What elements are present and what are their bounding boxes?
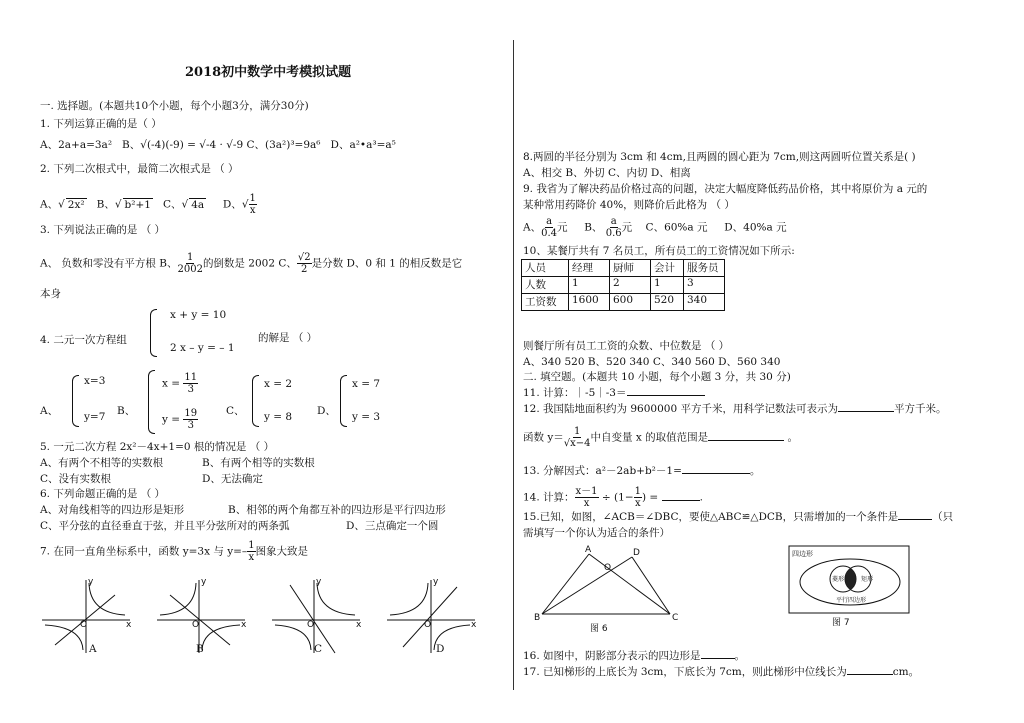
svg-text:x: x [241,620,247,630]
table-cell: 服务员 [684,260,725,277]
table-cell: 3 [684,277,725,294]
q10-options: A、340 520 B、520 340 C、340 560 D、560 340 [523,356,781,368]
table-cell: 会计 [651,260,684,277]
svg-text:y: y [201,577,207,587]
svg-text:D: D [633,548,640,558]
table-cell: 1600 [569,294,610,311]
q10-after: 则餐厅所有员工工资的众数、中位数是 （ ） [523,340,730,352]
q4-option-a-y: y=7 [84,411,106,423]
table-cell: 经理 [569,260,610,277]
question-4-stem: 4. 二元一次方程组 [40,334,127,346]
q4-option-b-y: y = $\frac{19}{3}$ [162,408,198,431]
svg-text:图 7: 图 7 [832,618,850,628]
question-11: 11. 计算：｜-5｜-3＝ [523,387,705,399]
question-9-line-1: 9. 我省为了解决药品价格过高的问题，决定大幅度降低药品价格，其中将原价为 a 元的 [523,183,928,195]
q9-option-d: D、40%a 元 [724,221,787,234]
q2-option-c-label: C、 [162,198,182,211]
question-3-stem: 3. 下列说法正确的是 （ ） [40,224,166,236]
q4-after: 的解是 （ ） [258,332,318,344]
question-12: 12. 我国陆地面积约为 9600000 平方千米，用科学记数法可表示为 平方千米。 [523,403,947,415]
question-15-line-1: 15.已知，如图，∠ACB＝∠DBC，要使△ABC≌△DCB，只需增加的一个条件是 （只 [523,511,954,523]
q5-option-b: B、有两个相等的实数根 [202,457,315,469]
q2-option-c-radicand: 4a [191,198,205,211]
q2-option-a-radicand: 2x² [67,198,85,211]
column-divider [513,40,514,690]
q5-option-c: C、没有实数根 [40,473,112,485]
q2-option-d-label: D、 [222,198,242,211]
q9-option-a-label: A、 [523,221,542,234]
q4-option-a-brace [72,375,79,427]
q7-fraction: $\frac{1}{x}$ [248,540,255,563]
q2-option-d-fraction: $\frac{1}{x}$ [249,193,256,216]
question-3-options [40,252,462,275]
q4-option-c-y: y = 8 [264,411,293,423]
q4-option-b-x: x = $\frac{11}{3}$ [162,372,198,395]
q3-fraction-2: $\frac{√2}{2}$ [297,252,311,275]
q8-options: A、相交 B、外切 C、内切 D、相离 [523,167,691,179]
q4-equation-1: x + y = 10 [170,309,227,321]
q4-option-a-label: A、 [40,405,59,417]
table-row [522,294,725,311]
q7-graph-b [155,575,255,655]
q6-option-a: A、对角线相等的四边形是矩形 [40,504,185,516]
section-1-heading: 一. 选择题。(本题共10个小题，每个小题3分，满分30分) [40,100,309,112]
svg-text:菱形: 菱形 [832,576,845,583]
q4-system-brace [150,309,157,357]
q4-option-c-label: C、 [226,405,245,417]
figure-7-venn [788,545,913,630]
q5-option-a: A、有两个不相等的实数根 [40,457,164,469]
svg-text:图 6: 图 6 [590,624,608,634]
q7-label-c: C [314,643,323,655]
svg-text:C: C [672,613,679,623]
q4-option-a-x: x=3 [84,375,106,387]
svg-text:平行四边形: 平行四边形 [836,597,867,604]
q7-label-b: B [196,643,204,655]
q1-option-a: A、2a+a=3a² [40,139,113,151]
q9-option-b-fraction: $\frac{a}{0.6}$ [605,216,622,239]
q4-option-d-x: x = 7 [352,378,381,390]
q6-option-b: B、相邻的两个角都互补的四边形是平行四边形 [228,504,446,516]
q7-label-d: D [436,643,445,655]
question-3-continuation: 本身 [40,288,61,300]
question-9-line-2: 某种常用药降价 40%，则降价后此格为 （ ） [523,199,735,211]
question-7-stem: 7. 在同一直角坐标系中，函数 y=3x 与 y=– $\frac{1}{x}$ 图象大致是 [40,540,309,563]
svg-text:y: y [316,577,322,587]
svg-text:y: y [88,577,94,587]
question-function-domain: 函数 y＝ $\frac{1}{√x-4}$ 中自变量 x 的取值范围是 。 [523,426,798,449]
q4-option-d-y: y = 3 [352,411,381,423]
table-cell: 340 [684,294,725,311]
q3-option-cd: 是分数 D、0 和 1 的相反数是它 [311,257,463,270]
q1-option-b: √(-4)(-9) = √-4 · √-9 [140,139,244,151]
table-cell: 2 [610,277,651,294]
wage-table [521,259,725,311]
table-row [522,260,725,277]
question-6-stem: 6. 下列命题正确的是 （ ） [40,488,166,500]
figure-6-triangles [534,542,684,642]
q7-label-a: A [89,643,97,655]
page-title: 2018初中数学中考模拟试题 [185,65,352,80]
question-15-line-2: 需填写一个你认为适合的条件） [523,527,670,539]
q1-option-d: D、a²•a³=a⁵ [330,139,396,151]
question-5-stem: 5. 一元二次方程 2x²－4x+1=0 根的情况是 （ ） [40,441,275,453]
q2-option-b-label: B、 [96,198,115,211]
q2-option-b-radicand: b²+1 [124,198,151,211]
question-13: 13. 分解因式：a²－2ab+b²－1= 。 [523,465,761,477]
q2-option-a-label: A、 [40,198,59,211]
question-1-options [40,139,396,151]
svg-text:O: O [192,620,200,630]
svg-text:O: O [604,563,612,573]
svg-text:x: x [126,620,132,630]
q4-option-b-brace [148,370,155,434]
svg-text:x: x [471,620,477,630]
question-16: 16. 如图中，阴影部分表示的四边形是 。 [523,650,746,662]
svg-text:O: O [80,620,88,630]
question-2-options: A、√ 2x² B、√ b²+1 C、√ 4a D、√ $\frac{1}{x}$ [40,193,256,216]
q4-option-c-brace [252,375,259,427]
table-cell: 工资数 [522,294,569,311]
table-cell: 600 [610,294,651,311]
q9-options: A、 $\frac{a}{0.4}$ 元 B、 $\frac{a}{0.6}$ 元 C、60%a 元 D、40%a 元 [523,216,787,239]
svg-text:B: B [534,613,541,623]
question-1-stem: 1. 下列运算正确的是（ ） [40,118,162,130]
q3-option-a: A、 负数和零没有平方根 B、 [40,257,178,270]
q9-option-c: C、60%a 元 [645,221,708,234]
q-func-fraction: $\frac{1}{√x-4}$ [563,426,591,449]
q9-option-a-fraction: $\frac{a}{0.4}$ [541,216,557,239]
svg-text:矩形: 矩形 [861,576,874,583]
q4-option-b-label: B、 [117,405,136,417]
q14-fraction-2: $\frac{1}{x}$ [634,486,641,509]
q7-graph-d [385,575,485,655]
q4-option-d-label: D、 [317,405,336,417]
svg-text:x: x [356,620,362,630]
q4-option-c-x: x = 2 [264,378,293,390]
question-10-stem: 10、某餐厅共有 7 名员工，所有员工的工资情况如下所示: [523,245,795,257]
section-2-heading: 二. 填空题。(本题共 10 小题，每个小题 3 分，共 30 分) [523,371,791,383]
q4-equation-2: 2 x – y = – 1 [170,342,235,354]
q14-fraction-1: $\frac{x-1}{x}$ [575,486,598,509]
table-row [522,277,725,294]
table-cell: 人数 [522,277,569,294]
q1-option-c: C、(3a²)³=9a⁶ [246,139,321,151]
table-cell: 520 [651,294,684,311]
table-cell: 厨师 [610,260,651,277]
question-14: 14. 计算： $\frac{x-1}{x}$ ÷ (1− $\frac{1}{x}$ ) = . [523,486,703,509]
table-cell: 1 [651,277,684,294]
table-cell: 人员 [522,260,569,277]
table-cell: 1 [569,277,610,294]
svg-text:O: O [307,620,315,630]
q4-option-d-brace [340,375,347,427]
q3-fraction-1: $\frac{1}{2002}$ [177,252,203,275]
svg-text:y: y [433,577,439,587]
svg-text:O: O [424,620,432,630]
q3-option-b: 的倒数是 2002 C、 [202,257,297,270]
q5-option-d: D、无法确定 [202,473,263,485]
q9-option-b-label: B、 [584,221,603,234]
q6-option-d: D、三点确定一个圆 [346,520,439,532]
svg-text:A: A [585,545,592,555]
q1-option-b-label: B、 [122,139,141,151]
svg-text:四边形: 四边形 [792,550,813,558]
q6-option-c: C、平分弦的直径垂直于弦，并且平分弦所对的两条弧 [40,520,290,532]
question-17: 17. 已知梯形的上底长为 3cm，下底长为 7cm，则此梯形中位线长为 cm。 [523,666,920,678]
question-2-stem: 2. 下列二次根式中，最简二次根式是 （ ） [40,163,239,175]
question-8-stem: 8.两圆的半径分别为 3cm 和 4cm,且两圆的圆心距为 7cm,则这两圆听位置关系是( ) [523,151,916,163]
